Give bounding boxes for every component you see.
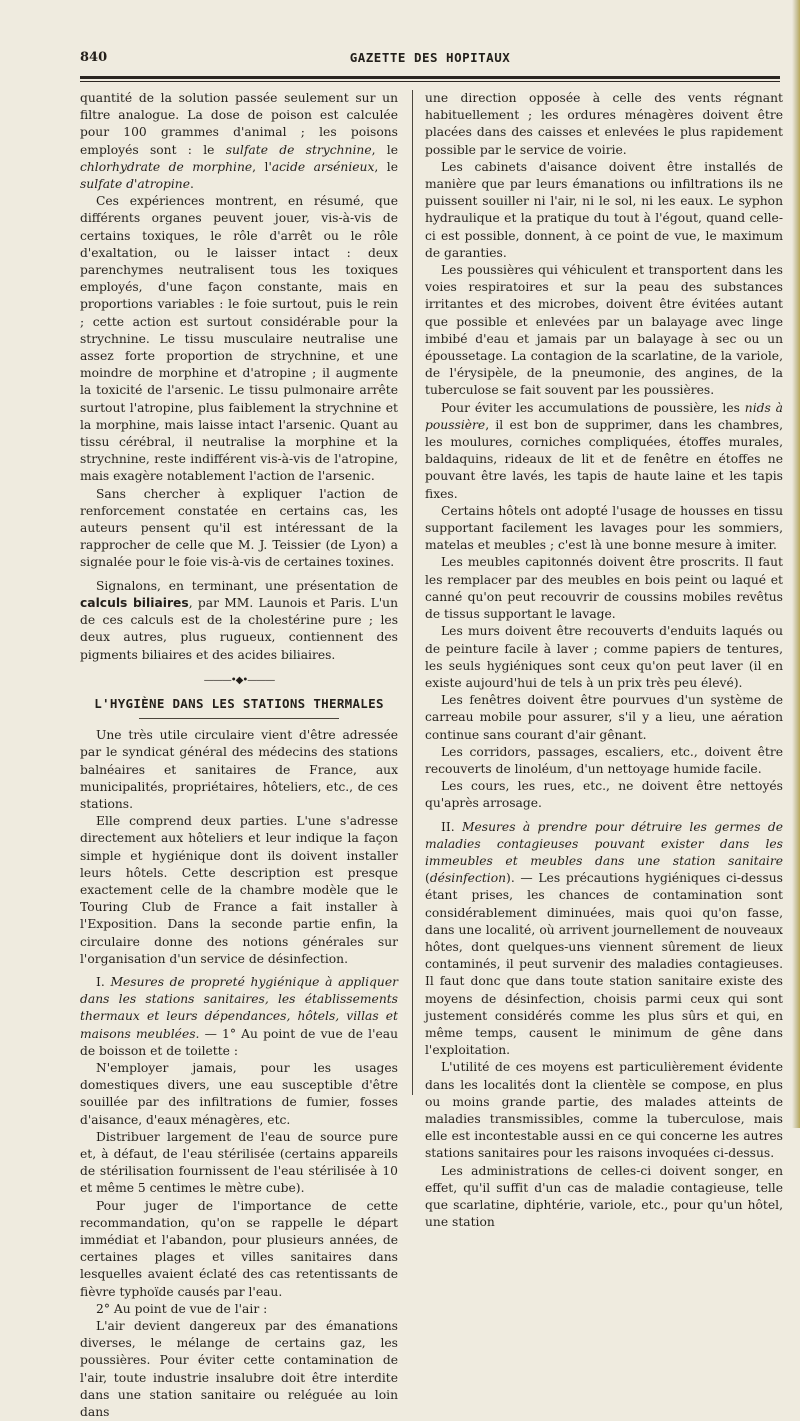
paragraph: Pour éviter les accumulations de poussière, les nids à poussière, il est bon de supprimer, dans les chambres, les moulures, corniches compliquées, étoffes murales, baldaquins, rideaux de lit et de fenêtre en étoffes ne pouvant être lavés, les tapis de haute laine et les tapis fixes.	[425, 400, 783, 501]
page-header	[80, 50, 780, 76]
page-edge	[792, 0, 800, 1128]
left-column	[80, 90, 398, 1421]
section-rule	[139, 718, 339, 719]
right-column	[425, 90, 783, 1231]
paragraph: Les meubles capitonnés doivent être proscrits. Il faut les remplacer par des meubles en bois peint ou laqué et canné qu'on peut recouvrir de coussins mobiles revêtus de tissus supportant le lavage.	[425, 555, 783, 622]
paragraph: Ces expériences montrent, en résumé, que différents organes peuvent jouer, vis-à-vis de certains toxiques, le rôle d'arrêt ou le rôle d'exaltation, ou le laisser intact : deux parenchymes neutralisent tous les toxiques employés, d'une façon constante, mais en proportions variables : le foie surtout, puis le rein ; cette action est surtout considérable pour la strychnine. Le tissu musculaire neutralise une assez forte proportion de strychnine, et une moindre de morphine et d'atropine ; il augmente la toxicité de l'arsenic. Le tissu pulmonaire arrête surtout l'atropine, plus faiblement la strychnine et la morphine, mais laisse intact l'arsenic. Quant au tissu cérébral, il neutralise la morphine et la strychnine, reste indifférent vis-à-vis de l'atropine, mais exagère notablement l'action de l'arsenic.	[80, 194, 398, 484]
paragraph: I. Mesures de propreté hygiénique à appliquer dans les stations sanitaires, les établissements thermaux et leurs dépendances, hôtels, villas et maisons meublées. — 1° Au point de vue de l'eau de boisson et de toilette :	[80, 974, 398, 1058]
paragraph: Pour juger de l'importance de cette recommandation, qu'on se rappelle le départ immédiat et l'abandon, pour plusieurs années, de certaines plages et villes sanitaires dans lesquelles avaient éclaté des cas retentissants de fièvre typhoïde causés par l'eau.	[80, 1198, 398, 1299]
section-separator: ———•◆•———	[203, 674, 275, 686]
paragraph: L'air devient dangereux par des émanations diverses, le mélange de certains gaz, les poussières. Pour éviter cette contamination de l'air, toute industrie insalubre doit être interdite dans une station sanitaire ou reléguée au loin dans	[80, 1319, 398, 1420]
paragraph: Les poussières qui véhiculent et transportent dans les voies respiratoires et sur la peau des substances irritantes et des microbes, doivent être évitées autant que possible et enlevées par un balayage avec linge imbibé d'eau et jamais par un balayage à sec ou un époussetage. La contagion de la scarlatine, de la variole, de l'érysipèle, de la pneumonie, des angines, de la tuberculose se fait souvent par les poussières.	[425, 263, 783, 398]
paragraph: 2° Au point de vue de l'air :	[96, 1301, 268, 1316]
page-number: 840	[80, 50, 108, 65]
paragraph: L'utilité de ces moyens est particulièrement évidente dans les localités dont la clientèle se compose, en plus ou moins grande partie, des malades atteints de maladies transmissibles, comme la tuberculose, mais elle est incontestable aussi en ce qui concerne les autres stations sanitaires pour les raisons invoquées ci-dessus.	[425, 1060, 783, 1161]
paragraph: Les corridors, passages, escaliers, etc., doivent être recouverts de linoléum, d'un nettoyage humide facile.	[425, 744, 783, 776]
paragraph: Elle comprend deux parties. L'une s'adresse directement aux hôteliers et leur indique la façon simple et hygiénique dont ils doivent installer leurs hôtels. Cette description est presque exactement celle de la chambre modèle que le Touring Club de France a fait installer à l'Exposition. Dans la seconde partie enfin, la circulaire donne des notions générales sur l'organisation d'un service de désinfection.	[80, 814, 398, 966]
paragraph: Les administrations de celles-ci doivent songer, en effet, qu'il suffit d'un cas de maladie contagieuse, telle que scarlatine, diphtérie, variole, etc., pour qu'un hôtel, une station	[425, 1163, 783, 1230]
paragraph: Les cabinets d'aisance doivent être installés de manière que par leurs émanations ou infiltrations ils ne puissent souiller ni l'air, ni le sol, ni les eaux. Le syphon hydraulique et la pratique du tout à l'égout, quand celle-ci est possible, donnent, à ce point de vue, le maximum de garanties.	[425, 159, 783, 260]
paragraph: Certains hôtels ont adopté l'usage de housses en tissu supportant facilement les lavages pour les sommiers, matelas et meubles ; c'est là une bonne mesure à imiter.	[425, 503, 783, 553]
section-title: L'HYGIÈNE DANS LES STATIONS THERMALES	[94, 695, 384, 711]
paragraph: N'employer jamais, pour les usages domestiques divers, une eau susceptible d'être souillée par des infiltrations de fumier, fosses d'aisance, d'eaux ménagères, etc.	[80, 1060, 398, 1127]
paragraph: Les murs doivent être recouverts d'enduits laqués ou de peinture facile à laver ; comme papiers de tentures, les seuls hygiéniques sont ceux qu'on peut laver (il en existe aujourd'hui de tels à un prix très peu élevé).	[425, 624, 783, 690]
paragraph: Sans chercher à expliquer l'action de renforcement constatée en certains cas, les auteurs pensent qu'il est intéressant de la rapprocher de celle que M. J. Teissier (de Lyon) a signalée pour le foie vis-à-vis de certaines toxines.	[80, 486, 398, 570]
paragraph: quantité de la solution passée seulement sur un filtre analogue. La dose de poison est calculée pour 100 grammes d'animal ; les poisons employés sont : le sulfate de strychnine, le chlorhydrate de morphine, l'acide arsénieux, le sulfate d'atropine.	[80, 91, 399, 192]
paragraph: II. Mesures à prendre pour détruire les germes de maladies contagieuses pouvant exister dans les immeubles et meubles dans une station sanitaire (désinfection). — Les précautions hygiéniques ci-dessus étant prises, les chances de contamination sont considérablement diminuées, mais quoi qu'on fasse, dans une localité, où arrivent journellement de nouveaux hôtes, dont quelques-uns viennent sûrement de lieux contaminés, il peut survenir des maladies contagieuses. Il faut donc que dans toute station sanitaire existe des moyens de désinfection, choisis parmi ceux qui sont justement considérés comme les plus sûrs et qui, en même temps, causent le minimum de gêne dans l'exploitation.	[425, 819, 783, 1058]
paragraph: Distribuer largement de l'eau de source pure et, à défaut, de l'eau stérilisée (certains appareils de stérilisation fournissent de l'eau stérilisée à 10 et même 5 centimes le mètre cube).	[80, 1129, 398, 1196]
paragraph: une direction opposée à celle des vents régnant habituellement ; les ordures ménagères doivent être placées dans des caisses et enlevées le plus rapidement possible par le service de voirie.	[425, 91, 783, 157]
paragraph: Signalons, en terminant, une présentation de calculs biliaires, par MM. Launois et Paris. L'un de ces calculs est de la cholestérine pure ; les deux autres, plus rugueux, contiennent des pigments biliaires et des acides biliaires.	[80, 578, 398, 662]
header-rule	[80, 76, 780, 82]
paragraph: Les fenêtres doivent être pourvues d'un système de carreau mobile pour assurer, s'il y a lieu, une aération continue sans courant d'air gênant.	[425, 693, 783, 742]
paragraph: Les cours, les rues, etc., ne doivent être nettoyés qu'après arrosage.	[425, 779, 783, 811]
column-divider	[412, 90, 413, 1095]
paragraph: Une très utile circulaire vient d'être adressée par le syndicat général des médecins des stations balnéaires et sanitaires de France, aux municipalités, propriétaires, hôteliers, etc., de ces stations.	[80, 728, 398, 811]
journal-title: GAZETTE DES HOPITAUX	[349, 50, 511, 65]
